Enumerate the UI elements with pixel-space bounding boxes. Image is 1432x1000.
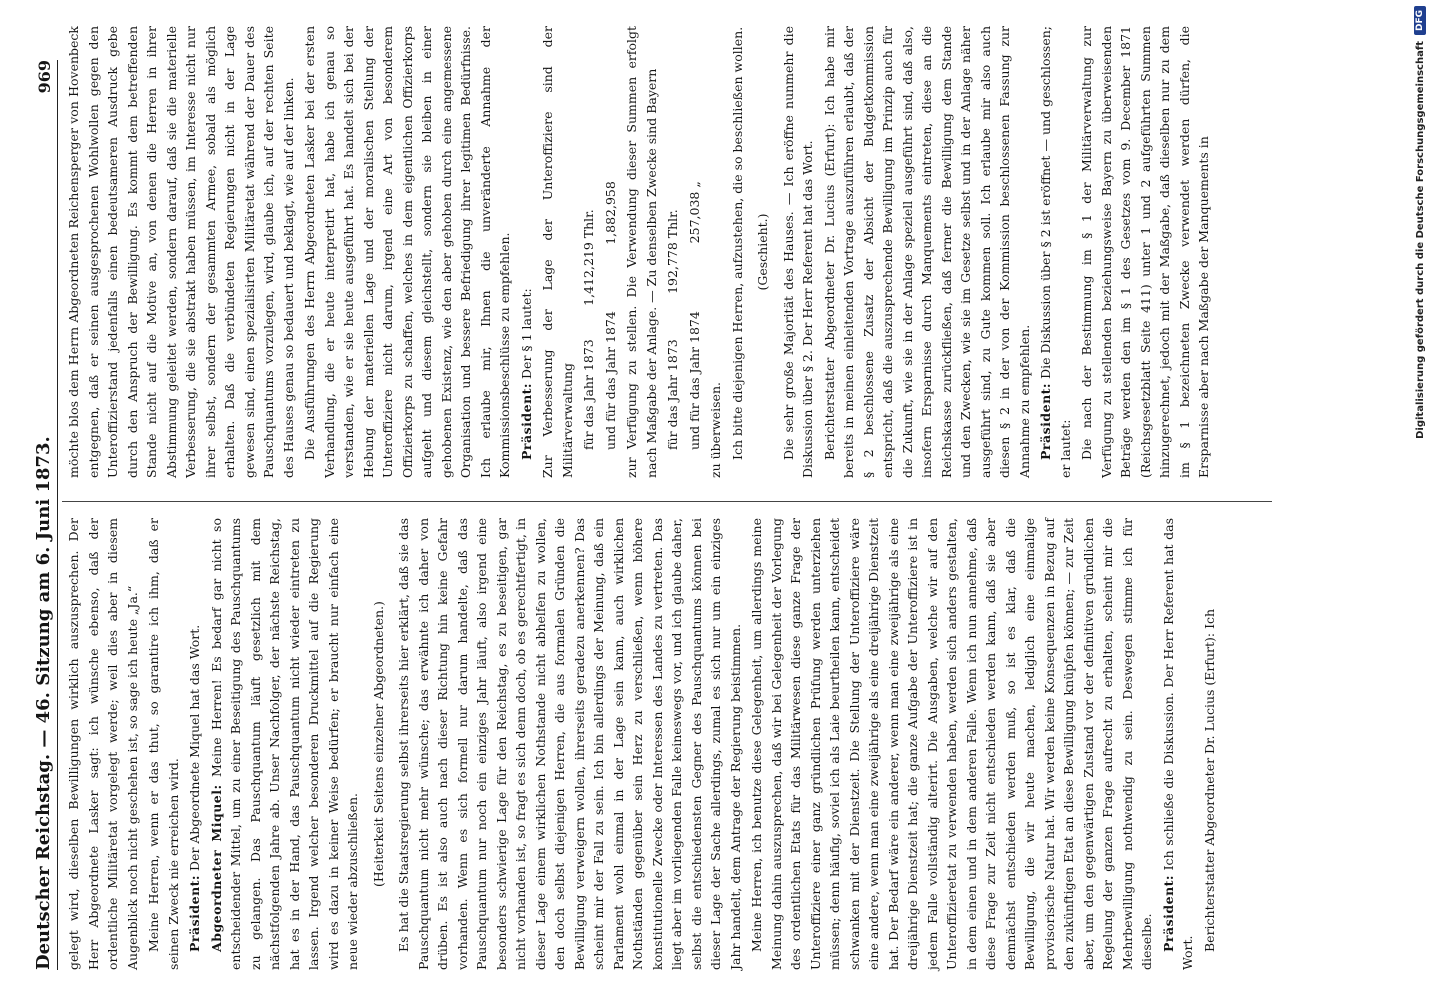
speaker-name: Abgeordneter Miquel: <box>208 784 224 952</box>
speaker-paragraph <box>1159 518 1198 970</box>
dfg-logo: DFG <box>1414 6 1426 35</box>
amount-line <box>601 26 621 478</box>
left-column <box>64 518 1221 970</box>
amount-value: 257,038 „ <box>686 181 702 244</box>
amount-label: und für das Jahr 1874 <box>602 311 618 450</box>
text-paragraph: Berichterstatter Abgeordneter Dr. Lucius (Erfurt): Ich <box>1201 608 1217 952</box>
column-divider <box>62 501 1272 502</box>
amount-line <box>579 26 599 478</box>
speech-text: Meine Herren! Es bedarf gar nicht so entscheidender Mittel, um zu einer Beseitigung des Pauschquantums zu gelangen. Das Pauschquantum läuft gesetzlich mit dem nächstfolgenden Jahre ab. Unser Nachfolger, der nächste Reichstag, hat es in der Hand, das Pauschquantum nicht wieder eintreten zu lassen. Irgend welcher besonderen Druckmittel auf die Regierung wird es dazu in keiner Weise bedürfen; er braucht nur einfach eine neue wieder abzuschließen. <box>208 518 360 970</box>
digitization-stamp-text: Digitalisierung gefördert durch die Deutsche Forschungsgemeinschaft <box>1414 41 1426 439</box>
speaker-paragraph <box>1036 26 1075 478</box>
text-paragraph: gelegt wird, dieselben Bewilligungen wirklich auszusprechen. Der Herr Abgeordnete Lasker sagt: ich wünsche ebenso, daß der ordentliche Militäretat vorgelegt werde; weil dies aber in diesem Augenblick noch nicht geschehen ist, so sage ich heute „Ja.“ <box>66 518 140 970</box>
amount-label: und für das Jahr 1874 <box>686 311 702 450</box>
text-paragraph: Meine Herren, wenn er das thut, so garantire ich ihm, daß er seinen Zweck nie erreichen wird. <box>146 518 181 970</box>
text-paragraph: zu überweisen. <box>708 382 723 478</box>
speech-text: Der § 1 lautet: <box>518 288 534 383</box>
text-paragraph: Berichterstatter Abgeordneter Dr. Lucius (Erfurt): Ich habe mir bereits in meinen einleitenden Vortrage auszuführen erlaubt, daß der § 2 beschlossene Zusatz der Absicht der Budgetkommission entspricht, daß die auszusprechende Bewilligung im Prinzip auch für die Zukunft, wie sie in der Anlage speziell ausgeführt sind, daß also, insofern Ersparnisse durch Manquements eintreten, diese an die Reichskasse zurückfließen, daß ferner die Bewilligung dem Stande und den Zwecken, wie sie im Gesetze selbst und in der Anlage näher ausgeführt sind, zu Gute kommen soll. Ich erlaube mir also auch diesen § 2 in der von der Kommission beschlossenen Fassung zur Annahme zu empfehlen. <box>821 26 1032 478</box>
text-paragraph: Meine Herren, ich benutze diese Gelegenheit, um allerdings meine Meinung dahin auszusprechen, daß wir bei Gelegenheit der Vorlegung des ordentlichen Etats für das Militärwesen diese ganze Frage der Unteroffiziere einer ganz gründlichen Prüfung werden unterziehen müssen; denn häufig, soviel ich als Laie beurtheilen kann, entscheidet schwanken mit der Dienstzeit. Die Stellung der Unteroffiziere wäre eine andere, wenn man eine zweijährige als eine dreijährige Dienstzeit hat. Der Bedarf wäre ein anderer, wenn man eine zweijährige als eine dreijährige Dienstzeit hat; die ganze Aufgabe der Unteroffiziere ist in jedem Falle vollständig alterirt. Die Ausgaben, welche wir auf den Unteroffizieretat zu verwenden haben, werden sich anders gestalten, in dem einen und in dem anderen Falle. Wenn ich nun annehme, daß diese Frage zur Zeit nicht entschieden werden kann, daß sie aber demnächst entschieden werden muß, so ist es klar, daß die Bewilligung, die wir heute machen, lediglich eine einmalige provisorische Natur hat. Wir werden keine Konsequenzen in Bezug auf den zukünftigen Etat an diese Bewilligung knüpfen können; — zur Zeit aber, um den gegenwärtigen Zustand vor der definitiven gründlichen Regelung der ganzen Frage aufrecht zu erhalten, scheint mir die Mehrbewilligung nothwendig zu sein. Deswegen stimme ich für dieselbe. <box>749 518 1154 970</box>
stage-direction: (Heiterkeit Seitens einzelner Abgeordneten.) <box>370 601 386 887</box>
digitization-stamp <box>1408 0 1432 1000</box>
amount-label: für das Jahr 1873 <box>665 339 680 450</box>
text-paragraph: Die nach der Bestimmung im § 1 der Militärverwaltung zur Verfügung zu stellenden beziehungsweise Bayern zu überweisenden Beträge werden den im § 1 des Gesetzes vom 9. December 1871 (Reichsgesetzblatt Seite 411) unter 1 und 2 aufgeführten Summen hinzugerechnet, jedoch mit der Maßgabe, daß dieselben nur zu dem im § 1 bezeichneten Zwecke verwendet werden dürfen, die Ersparnisse aber nach Maßgabe der Manquements in <box>1079 26 1211 478</box>
text-paragraph: möchte blos dem Herrn Abgeordneten Reichensperger von Hovenbeck entgegnen, daß er seinen ausgesprochenen Wohlwollen gegen den Unteroffizierstand jedenfalls einen bedeutsameren Ausdruck gebe durch den Anspruch der Bewilligung. Es kommt dem betreffenden Stande nicht auf die Motive an, von denen die Herren in ihrer Abstimmung geleitet werden, sondern darauf, daß sie die materielle Verbesserung, die sie abstrakt haben müssen, im Interesse nicht nur ihrer selbst, sondern der gesammten Armee, sobald als möglich erhalten. Daß die verbündeten Regierungen nicht in der Lage gewesen sind, einen spezialisirten Militäretat während der Dauer des Pauschquantums vorzulegen, wird, glaube ich, auf der rechten Seite des Hauses genau so bedauert und beklagt, wie auf der linken. <box>66 26 296 478</box>
speech-text: Ich schließe die Diskussion. Der Herr Referent hat das Wort. <box>1160 518 1195 970</box>
stage-direction: (Geschieht.) <box>755 213 770 291</box>
speech-text: Die Diskussion über § 2 ist eröffnet — und geschlossen; er lautet: <box>1038 26 1073 478</box>
amount-value: 192,778 Thlr. <box>665 209 680 294</box>
amount-line <box>685 26 705 478</box>
speaker-paragraph <box>517 26 537 478</box>
page-number: 969 <box>35 60 54 94</box>
right-column <box>64 26 1216 478</box>
text-paragraph: Es hat die Staatsregierung selbst ihrerseits hier erklärt, daß sie das Pauschquantum nicht mehr wünsche; das erwähnte ich daher von drüben. Es ist also auch nach dieser Richtung hin keine Gefahr vorhanden. Wenn es sich formell nur darum handelte, daß das Pauschquantum nur noch ein einziges Jahr läuft, also irgend eine besonders schwierige Lage für den Reichstag, es zu beseitigen, gar nicht vorhanden ist, so fragt es sich denn doch, ob es gerechtfertigt, in dieser Lage einem wirklichen Nothstande nicht abhelfen zu wollen, den doch selbst diejenigen Herren, die aus formalen Gründen die Bewilligung verweigern wollen, ihrerseits geradezu anerkennen? Das scheint mir der Fall zu sein. Ich bin allerdings der Meinung, daß ein Parlament wohl einmal in der Lage sein kann, auch wirklichen Nothständen gegenüber sein Herz zu verschließen, wenn höhere konstitutionelle Zwecke oder Interessen des Landes zu vertreten. Das liegt aber im vorliegenden Falle keineswegs vor, und ich glaube daher, selbst die entschiedensten Gegner des Pauschquantums können bei dieser Lage der Sache allerdings, zumal es sich nur um ein einziges Jahr handelt, dem Antrage der Regierung beistimmen. <box>396 518 743 970</box>
amount-value: 1,412,219 Thlr. <box>581 209 596 306</box>
text-paragraph: zur Verfügung zu stellen. Die Verwendung dieser Summen erfolgt nach Maßgabe der Anlage. — Zu denselben Zwecke sind Bayern <box>624 26 659 478</box>
text-paragraph: Zur Verbesserung der Lage der Unteroffiziere sind der Militärverwaltung <box>540 26 575 478</box>
amount-value: 1,882,958 <box>602 181 618 245</box>
speaker-paragraph <box>207 518 363 970</box>
text-paragraph: Die sehr große Majorität des Hauses. — Ich eröffne nunmehr die Diskussion über § 2. Der Herr Referent hat das Wort. <box>780 26 815 478</box>
text-paragraph: Ich bitte diejenigen Herren, aufzustehen, die so beschließen wollen. <box>729 26 745 460</box>
running-head <box>24 60 58 970</box>
speaker-name: Präsident: <box>518 382 534 460</box>
text-paragraph: Die Ausführungen des Herrn Abgeordneten Lasker bei der ersten Verhandlung, die er heute interpretirt hat, habe ich genau so verstanden, wie er sie heute ausgeführt hat. Es handelt sich bei der Hebung der materiellen Lage und der moralischen Stellung der Unteroffiziere nicht darum, irgend eine Art von besonderem Offizierkorps zu schaffen, welches in dem eigentlichen Offizierkorps aufgeht und diesem gleichstellt, sondern sie bleiben in einer gehobenen Existenz, wie den aber gehoben durch eine angemessene Organisation und bessere Befriedigung ihrer legitimen Bedürfnisse. Ich erlaube mir, Ihnen die unveränderte Annahme der Kommissionsbeschlüsse zu empfehlen. <box>302 26 512 478</box>
speech-text: Der Abgeordnete Miquel hat das Wort. <box>187 624 202 875</box>
speaker-name: Präsident: <box>187 874 202 952</box>
amount-label: für das Jahr 1873 <box>581 339 596 450</box>
amount-line <box>663 26 683 478</box>
speaker-name: Präsident: <box>1038 382 1053 460</box>
speaker-paragraph <box>185 518 205 970</box>
speaker-name: Präsident: <box>1160 874 1176 952</box>
running-head-title: Deutscher Reichstag. — 46. Sitzung am 6. Juni 1873. <box>33 436 54 970</box>
